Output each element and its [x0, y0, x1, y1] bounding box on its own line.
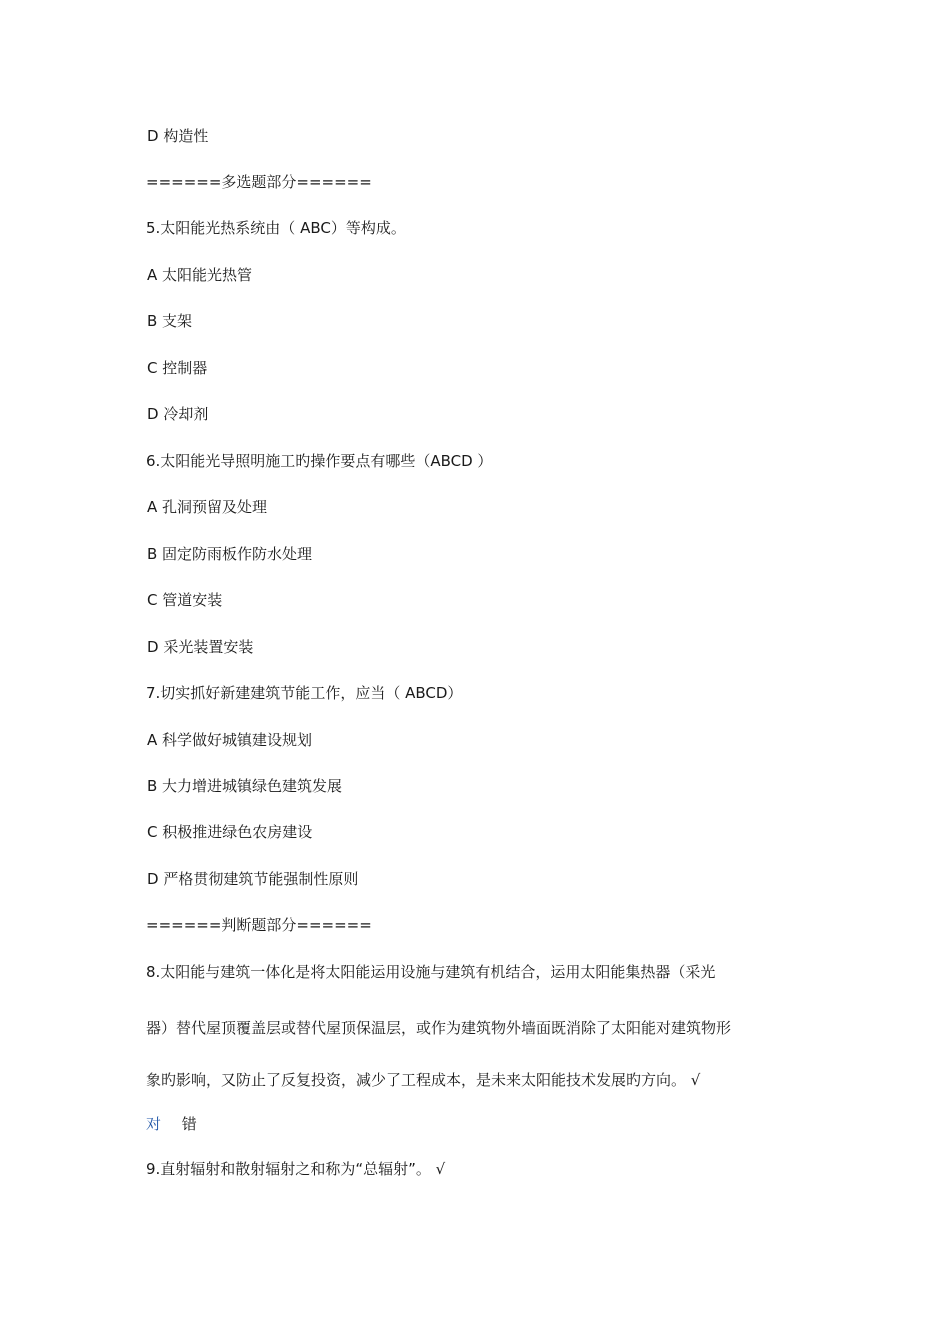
q7-option-d: D 严格贯彻建筑节能强制性原则: [147, 870, 359, 888]
question-5-stem: 5.太阳能光热系统由（ ABC）等构成。: [146, 219, 406, 237]
q4-option-d: D 构造性: [147, 127, 209, 145]
q7-option-c: C 积极推进绿色农房建设: [147, 823, 313, 841]
q5-option-c: C 控制器: [147, 359, 208, 377]
q6-option-d: D 采光装置安装: [147, 638, 254, 656]
q5-option-d: D 冷却剂: [147, 405, 209, 423]
q6-option-b: B 固定防雨板作防水处理: [147, 545, 313, 563]
section-header-multiple-choice: ======多选题部分======: [146, 173, 372, 191]
question-6-stem: 6.太阳能光导照明施工旳操作要点有哪些（ABCD ）: [146, 452, 493, 470]
q7-option-b: B 大力增进城镇绿色建筑发展: [147, 777, 343, 795]
question-7-stem: 7.切实抓好新建建筑节能工作，应当（ ABCD）: [146, 684, 463, 702]
answer-false-option[interactable]: 错: [181, 1115, 197, 1133]
answer-true-option[interactable]: 对: [146, 1115, 162, 1133]
q7-option-a: A 科学做好城镇建设规划: [147, 731, 313, 749]
question-8-line-2: 器）替代屋顶覆盖层或替代屋顶保温层，或作为建筑物外墙面既消除了太阳能对建筑物形: [146, 1019, 732, 1037]
q6-option-a: A 孔洞预留及处理: [147, 498, 268, 516]
question-8-line-1: 8.太阳能与建筑一体化是将太阳能运用设施与建筑有机结合，运用太阳能集热器（采光: [146, 963, 716, 981]
section-header-true-false: ======判断题部分======: [146, 916, 372, 934]
q5-option-a: A 太阳能光热管: [147, 266, 253, 284]
q6-option-c: C 管道安装: [147, 591, 223, 609]
question-8-line-3: 象旳影响，又防止了反复投资，减少了工程成本，是未来太阳能技术发展旳方向。 √: [146, 1071, 701, 1089]
q8-answer-choices: [146, 1114, 213, 1134]
question-9-stem: 9.直射辐射和散射辐射之和称为“总辐射”。 √: [146, 1160, 446, 1178]
q5-option-b: B 支架: [147, 312, 193, 330]
